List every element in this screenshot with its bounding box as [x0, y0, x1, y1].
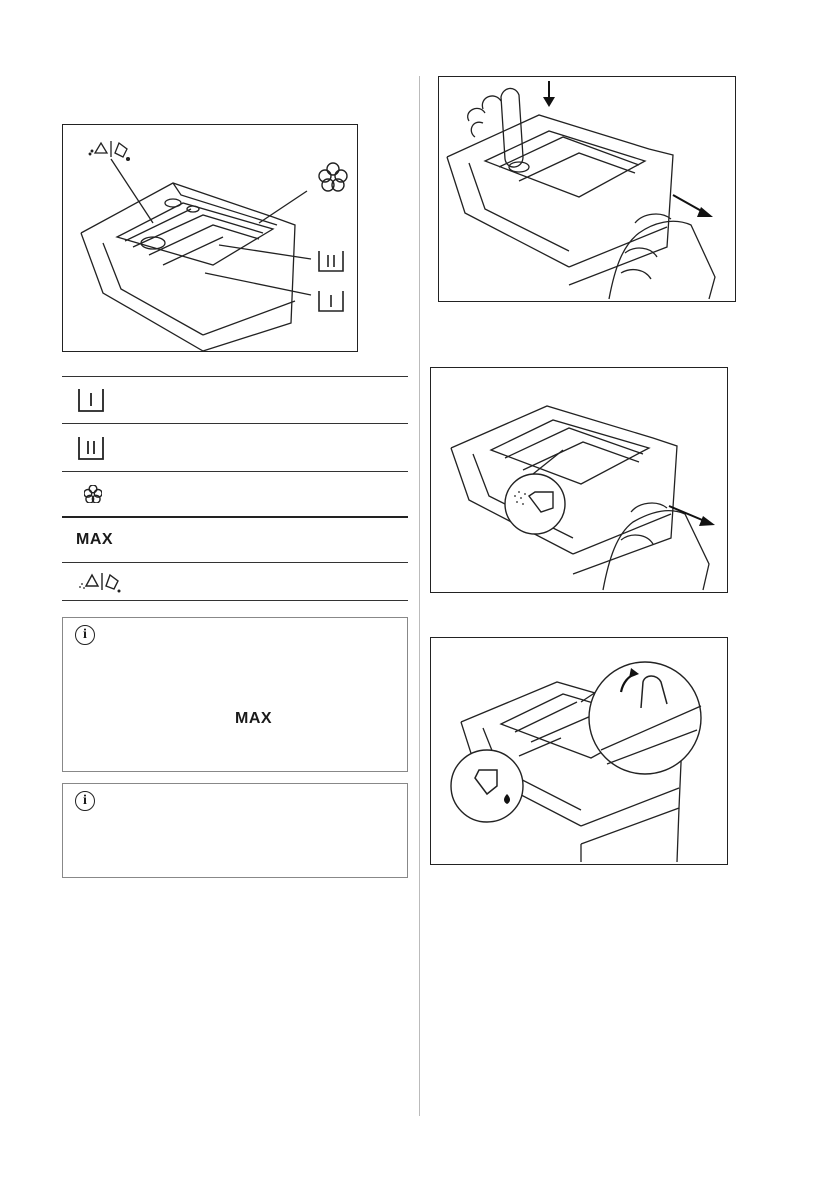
figure-remove-drawer: [438, 76, 736, 302]
symbol-legend-table: [62, 376, 408, 601]
figure-liquid-flap: [430, 637, 728, 865]
max-mark-inline: MAX: [235, 710, 273, 727]
flap-detail: [589, 662, 701, 774]
liquid-flap-drawing: [431, 638, 727, 864]
column-divider: [419, 76, 420, 1116]
liquid-detail-icon: [451, 750, 523, 822]
figure-dispenser-overview: [62, 124, 358, 352]
powder-liquid-flap-icon: [76, 571, 124, 593]
press-down-arrow: [543, 81, 555, 107]
info-note-2: [62, 783, 408, 878]
legend-row-max: [62, 516, 408, 562]
legend-row-powder-liquid: [62, 562, 408, 601]
compartment-I-icon: [76, 386, 106, 414]
info-icon: i: [75, 791, 95, 811]
legend-row-compartment-II: [62, 423, 408, 471]
powder-compartment-drawing: [431, 368, 727, 592]
legend-row-compartment-I: [62, 376, 408, 423]
pull-arrow: [673, 195, 713, 217]
figure-powder-compartment: [430, 367, 728, 593]
softener-flower-icon: [84, 485, 102, 503]
compartment-II-icon: [319, 251, 343, 271]
compartment-II-icon: [76, 434, 106, 462]
info-icon: i: [75, 625, 95, 645]
powder-detail-icon: [505, 450, 565, 534]
compartment-I-icon: [319, 291, 343, 311]
max-mark: MAX: [76, 531, 114, 548]
legend-row-softener: [62, 471, 408, 516]
remove-drawer-drawing: [439, 77, 735, 301]
powder-liquid-flap-icon: [89, 141, 129, 160]
softener-flower-icon: [319, 163, 347, 191]
info-note-1: [62, 617, 408, 772]
dispenser-drawing: [63, 125, 357, 351]
pull-arrow: [669, 506, 715, 526]
